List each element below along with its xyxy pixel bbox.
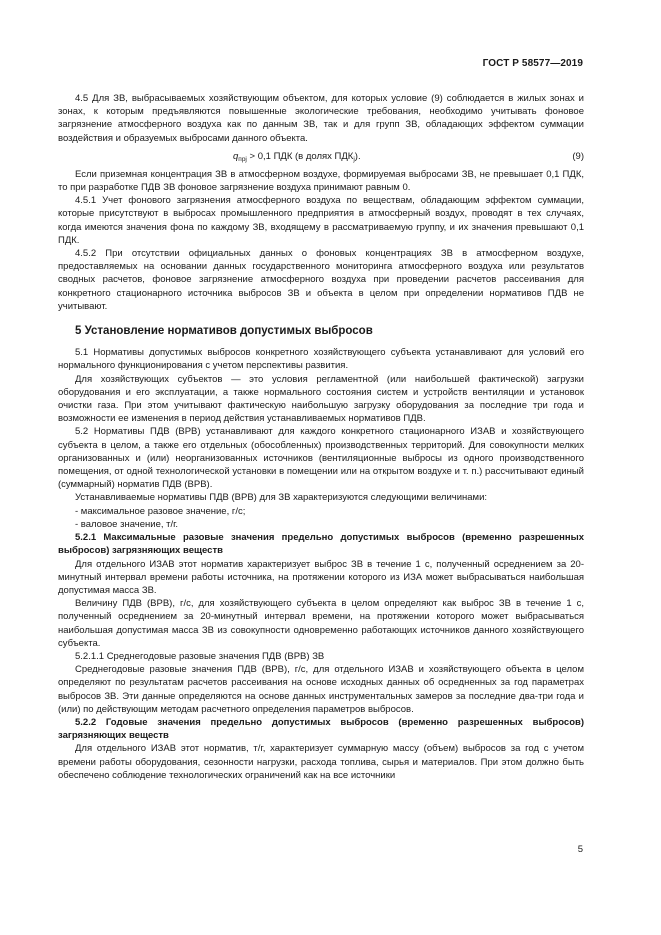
section-5-heading: 5 Установление нормативов допустимых выбросов <box>75 325 373 338</box>
paragraph-5-1: 5.1 Нормативы допустимых выбросов конкретного хозяйствующего субъекта устанавливают для условий его нормального функционирования с учетом перспективы развития. <box>58 347 584 372</box>
page-number: 5 <box>577 844 583 855</box>
formula-close: ). <box>354 150 361 162</box>
list-item: - максимальное разовое значение, г/с; <box>75 505 246 517</box>
value-list <box>58 505 584 531</box>
paragraph-5-2-1-b: Величину ПДВ (ВРВ), г/с, для хозяйствующего субъекта в целом определяют как выброс ЗВ в течение 1 с, полученный осреднением за 20-минутный интервал времени, на протяжении которого может выбрасываться наибольшая допустимая масса ЗВ из совокупности одновременно работающих источников данного хозяйствующего субъекта. <box>58 598 584 649</box>
paragraph-4-5: 4.5 Для ЗВ, выбрасываемых хозяйствующим объектом, для которых условие (9) соблюдается в жилых зонах и зонах, к которым предъявляются повышенные экологические требования, необходимо учитывать фоновое загрязнение атмосферного воздуха как по данным ЗВ, так и для групп ЗВ, обладающих эффектом суммации воздействия и образуемых выбросами данного объекта. <box>58 93 584 144</box>
formula-subscript-j: j <box>353 155 355 163</box>
paragraph-5-1-b: Для хозяйствующих субъектов — это условия регламентной (или наибольшей фактической) загрузки оборудования и его эксплуатации, а также нормального состояния систем и устройств вентиляции и установок очистки газа. При этом учитывают фактическую наибольшую загрузку оборудования за последние три года и возможности ее изменения в период действия устанавливаемых нормативов ПДВ. <box>58 373 584 425</box>
paragraph-5-2-1-a: Для отдельного ИЗАВ этот норматив характеризует выброс ЗВ в течение 1 с, полученный осреднением за 20-минутный интервал времени работы источника, на протяжении которого из ИЗА может выбрасываться наибольшая допустимая масса ЗВ. <box>58 558 584 596</box>
formula-expression <box>233 150 361 166</box>
formula-text: > 0,1 ПДК (в долях ПДК <box>246 150 354 162</box>
paragraph-4-5-1: 4.5.1 Учет фонового загрязнения атмосферного воздуха по веществам, обладающим эффектом суммации, которые присутствуют в выбросах промышленного предприятия в атмосферный воздух, проводят в тех случаях, когда имеются значения фона по каждому ЗВ, входящему в рассматриваемую группу, и их значения превышают 0,1 ПДК. <box>58 195 584 246</box>
formula-number: (9) <box>572 150 584 162</box>
heading-5-2-2: 5.2.2 Годовые значения предельно допустимых выбросов (временно разрешенных выбросов) загрязняющих веществ <box>58 716 584 742</box>
document-id-header: ГОСТ Р 58577—2019 <box>482 58 583 69</box>
paragraph-5-2-1-1: Среднегодовые разовые значения ПДВ (ВРВ), г/с, для отдельного ИЗАВ и хозяйствующего объекта в целом определяют по результатам расчетов рассеивания на основе исходных данных об осредненных за год параметрах выбросов ЗВ. Эти данные определяются на основе данных инструментальных замеров за последние два-три года и (или) по действующим методам расчетного определения параметров выбросов. <box>58 664 584 715</box>
list-item: - валовое значение, т/г. <box>75 518 179 530</box>
formula-9 <box>58 147 584 167</box>
formula-variable: q <box>233 150 239 162</box>
heading-5-2-1-1: 5.2.1.1 Среднегодовые разовые значения ПДВ (ВРВ) ЗВ <box>75 650 325 662</box>
paragraph-5-2-2: Для отдельного ИЗАВ этот норматив, т/г, характеризует суммарную массу (объем) выбросов за год с учетом времени работы оборудования, сезонности нагрузки, расхода топлива, сырья и материалов. При этом должно быть обеспечено соблюдение технологических ограничений как на все источники <box>58 743 584 781</box>
heading-5-2-1: 5.2.1 Максимальные разовые значения предельно допустимых выбросов (временно разрешенных выбросов) загрязняющих веществ <box>58 532 584 557</box>
paragraph-4-5-2: 4.5.2 При отсутствии официальных данных о фоновых концентрациях ЗВ в атмосферном воздухе, предоставляемых на основании данных государственного мониторинга атмосферного воздуха или результатов сводных расчетов, фоновое загрязнение атмосферного воздуха при проведении расчетов рассеивания для конкретного стационарного источника выбросов ЗВ и объекта в целом при определении нормативов ПДВ не учитывают. <box>58 248 584 312</box>
paragraph-4-5-b: Если приземная концентрация ЗВ в атмосферном воздухе, формируемая выбросами ЗВ, не превышает 0,1 ПДК, то при разработке ПДВ ЗВ фоновое загрязнение воздуха принимают равным 0. <box>58 168 584 194</box>
document-body <box>58 92 584 782</box>
paragraph-5-2-b: Устанавливаемые нормативы ПДВ (ВРВ) для ЗВ характеризуются следующими величинами: <box>75 492 488 504</box>
paragraph-5-2: 5.2 Нормативы ПДВ (ВРВ) устанавливают для каждого конкретного стационарного ИЗАВ и хозяйствующего субъекта в целом, а также его отдельных (обособленных) производственных территорий. Для совокупности мелких организованных и (или) неорганизованных источников (вентиляционные выбросы из одного производственного помещения, от одной технологической установки в помещении или на открытом воздухе и т. п.) рассчитывают единый (суммарный) норматив ПДВ (ВРВ). <box>58 426 584 491</box>
formula-subscript: прj <box>238 155 247 163</box>
